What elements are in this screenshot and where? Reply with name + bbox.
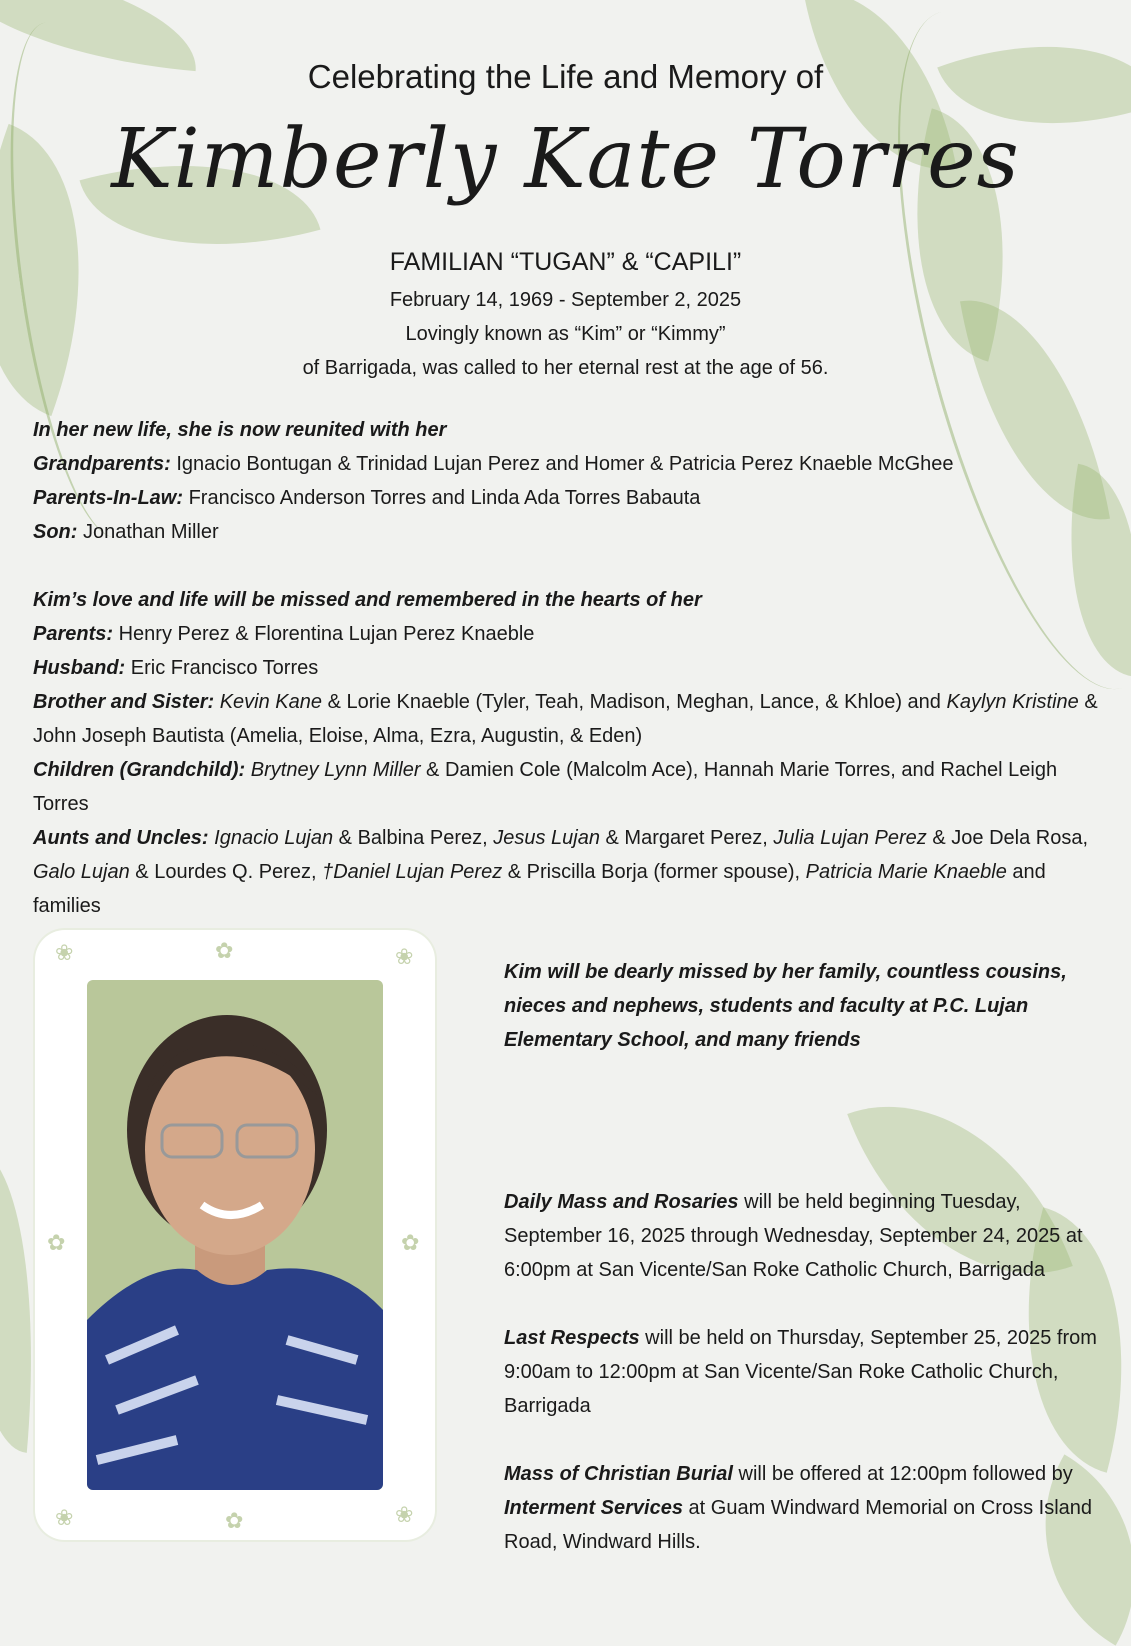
body-text: & Damien Cole (Malcolm Ace), Hannah Marie Torres, and Rachel Leigh Torres [33, 759, 1058, 815]
label-text: Grandparents: [33, 453, 171, 475]
name-text: Brytney Lynn Miller [250, 759, 421, 781]
heading-celebrating: Celebrating the Life and Memory of [307, 58, 824, 95]
body-text: Henry Perez & Florentina Lujan Perez Knaeble [113, 623, 535, 645]
body-text: & Balbina Perez, [333, 827, 494, 849]
flower-ornament-icon: ❀ [395, 944, 414, 969]
label-text: Kim will be dearly missed by her family, countless cousins, nieces and nephews, students and faculty at P.C. Lujan Elementary School, and many friends [504, 961, 1067, 1051]
label-text: Son: [33, 521, 78, 543]
body-text: & Lorie Knaeble (Tyler, Teah, Madison, Meghan, Lance, & Khloe) and [322, 691, 947, 713]
body-text: & Joe Dela Rosa, [926, 827, 1089, 849]
life-dates: February 14, 1969 - September 2, 2025 [389, 289, 742, 311]
label-text: Children (Grandchild): [33, 759, 246, 781]
paragraph [33, 583, 1113, 617]
paragraph [33, 651, 1113, 685]
name-text: Patricia Marie Knaeble [805, 861, 1007, 883]
paragraph [33, 685, 1113, 753]
body-text: and families [33, 861, 1046, 917]
label-text: Parents-In-Law: [33, 487, 184, 509]
nickname-line: Lovingly known as “Kim” or “Kimmy” [405, 323, 726, 345]
paragraph [33, 617, 1113, 651]
paragraph [504, 1321, 1104, 1423]
label-text: Kim’s love and life will be missed and remembered in the hearts of her [33, 589, 702, 611]
body-text: & Margaret Perez, [599, 827, 774, 849]
name-text: Kaylyn Kristine [946, 691, 1079, 713]
label-text: Interment Services [504, 1497, 683, 1519]
body-text: at Guam Windward Memorial on Cross Island Road, Windward Hills. [504, 1497, 1093, 1553]
body-text: Jonathan Miller [77, 521, 219, 543]
label-text: Brother and Sister: [33, 691, 215, 713]
body-text: Francisco Anderson Torres and Linda Ada Torres Babauta [183, 487, 701, 509]
body-text: will be held on Thursday, September 25, 2025 from 9:00am to 12:00pm at San Vicente/San Roke Catholic Church, Barrigada [504, 1327, 1097, 1417]
name-text: Jesus Lujan [493, 827, 600, 849]
body-text: Eric Francisco Torres [125, 657, 319, 679]
name-text: Galo Lujan [33, 861, 130, 883]
flower-ornament-icon: ✿ [215, 938, 234, 963]
label-text: Daily Mass and Rosaries [504, 1191, 739, 1213]
body-text: & Priscilla Borja (former spouse), [502, 861, 806, 883]
label-text: Parents: [33, 623, 114, 645]
label-text: In her new life, she is now reunited with her [33, 419, 447, 441]
portrait-photo [87, 980, 383, 1490]
paragraph [33, 413, 1113, 447]
photo-frame [35, 930, 435, 1540]
body-text: will be held beginning Tuesday, September 16, 2025 through Wednesday, September 24, 2025 at 6:00pm at San Vicente/San Roke Catholic Church, Barrigada [504, 1191, 1083, 1281]
name-text: †Daniel Lujan Perez [322, 861, 503, 883]
flower-ornament-icon: ❀ [55, 940, 74, 965]
name-text: Ignacio Lujan [214, 827, 334, 849]
paragraph [504, 1185, 1104, 1287]
flower-ornament-icon: ✿ [225, 1508, 244, 1533]
body-text: Ignacio Bontugan & Trinidad Lujan Perez and Homer & Patricia Perez Knaeble McGhee [170, 453, 954, 475]
flower-ornament-icon: ✿ [47, 1230, 66, 1255]
label-text: Last Respects [504, 1327, 640, 1349]
name-text: Julia Lujan Perez [773, 827, 927, 849]
body-text: will be offered at 12:00pm followed by [732, 1463, 1073, 1485]
paragraph [33, 481, 1113, 515]
body-text: & John Joseph Bautista (Amelia, Eloise, Alma, Ezra, Augustin, & Eden) [33, 691, 1098, 747]
label-text: Husband: [33, 657, 126, 679]
paragraph [33, 515, 1113, 549]
deceased-name: Kimberly Kate Torres [111, 112, 1020, 207]
services-section [504, 955, 1104, 1593]
label-text: Aunts and Uncles: [33, 827, 209, 849]
portrait-illustration [87, 980, 383, 1490]
paragraph [33, 821, 1113, 923]
label-text: Mass of Christian Burial [504, 1463, 733, 1485]
familian-line: FAMILIAN “TUGAN” & “CAPILI” [389, 248, 742, 276]
name-text: Kevin Kane [219, 691, 323, 713]
body-text: & Lourdes Q. Perez, [129, 861, 323, 883]
spacer [33, 549, 1113, 583]
flower-ornament-icon: ✿ [401, 1230, 420, 1255]
paragraph [33, 753, 1113, 821]
family-section [33, 413, 1113, 923]
paragraph [33, 447, 1113, 481]
paragraph [504, 955, 1104, 1057]
flower-ornament-icon: ❀ [55, 1505, 74, 1530]
spacer [504, 1091, 1104, 1151]
paragraph [504, 1457, 1104, 1559]
residence-line: of Barrigada, was called to her eternal rest at the age of 56. [302, 357, 829, 379]
flower-ornament-icon: ❀ [395, 1502, 414, 1527]
